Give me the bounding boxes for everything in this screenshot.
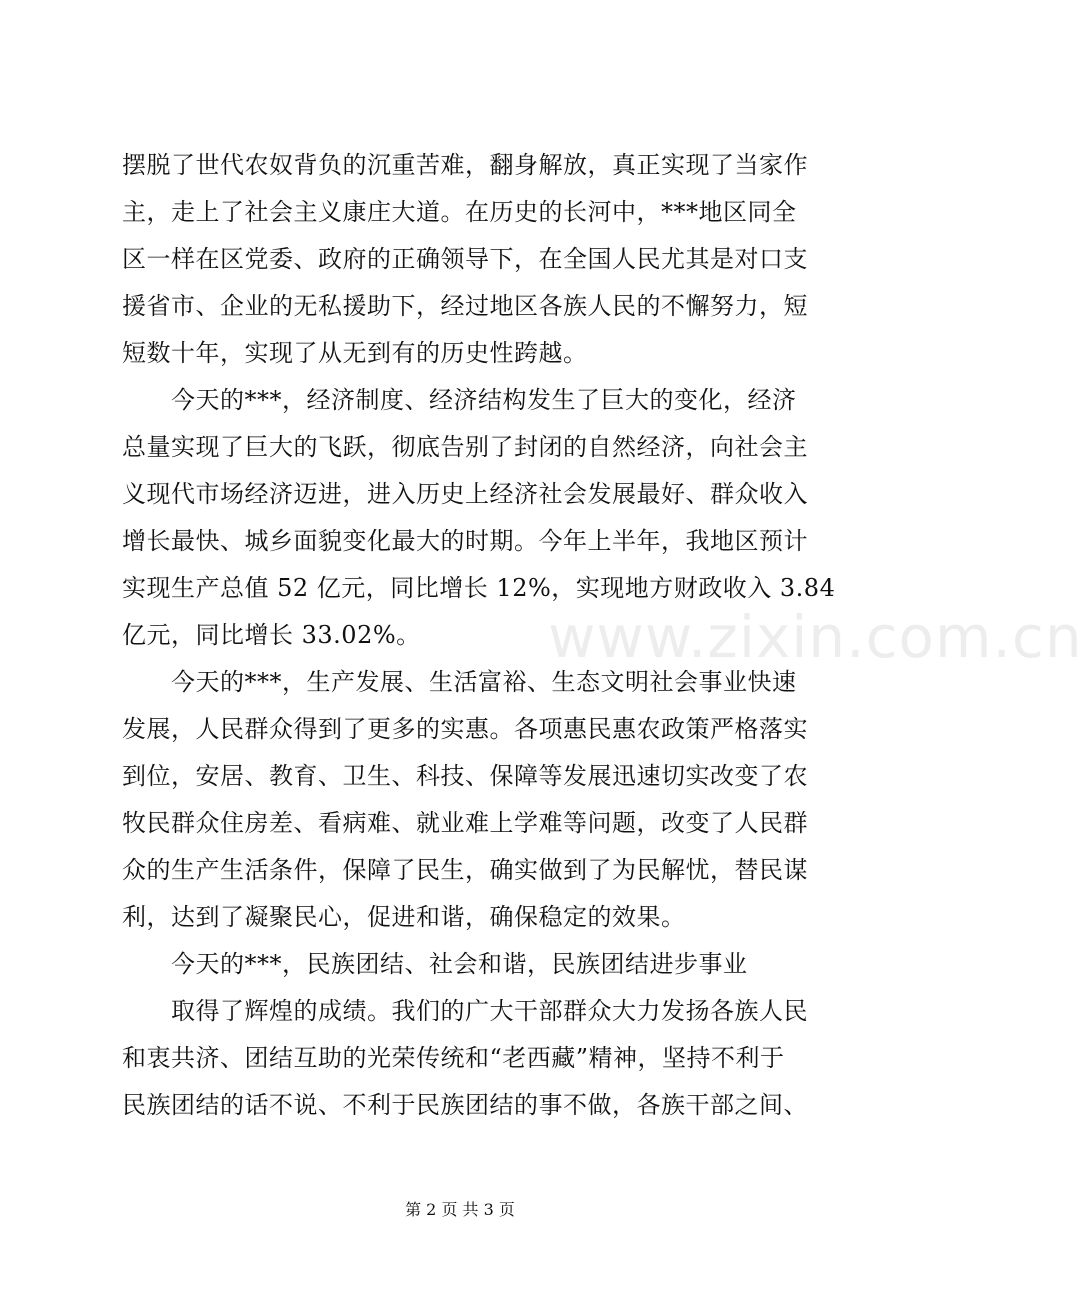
paragraph-line: 亿元，同比增长 33.02%。 — [122, 621, 421, 649]
page-footer: 第 2 页 共 3 页 — [405, 1200, 515, 1219]
paragraph-line: 主，走上了社会主义康庄大道。在历史的长河中，***地区同全 — [122, 198, 797, 226]
paragraph-line: 义现代市场经济迈进，进入历史上经济社会发展最好、群众收入 — [122, 480, 808, 508]
paragraph-line: 短数十年，实现了从无到有的历史性跨越。 — [122, 339, 588, 367]
paragraph-line: 众的生产生活条件，保障了民生，确实做到了为民解忧，替民谋 — [122, 856, 808, 884]
paragraph-line: 摆脱了世代农奴背负的沉重苦难，翻身解放，真正实现了当家作 — [122, 151, 808, 179]
paragraph-line: 今天的***，经济制度、经济结构发生了巨大的变化，经济 — [171, 386, 797, 414]
paragraph-line: 今天的***，生产发展、生活富裕、生态文明社会事业快速 — [171, 668, 797, 696]
watermark: www.zixin.com.cn — [548, 603, 1083, 671]
paragraph-line: 和衷共济、团结互助的光荣传统和“老西藏”精神，坚持不利于 — [122, 1044, 785, 1072]
paragraph-line: 增长最快、城乡面貌变化最大的时期。今年上半年，我地区预计 — [122, 527, 808, 555]
paragraph-line: 发展，人民群众得到了更多的实惠。各项惠民惠农政策严格落实 — [122, 715, 808, 743]
paragraph-line: 牧民群众住房差、看病难、就业难上学难等问题，改变了人民群 — [122, 809, 808, 837]
paragraph-line: 区一样在区党委、政府的正确领导下，在全国人民尤其是对口支 — [122, 245, 808, 273]
paragraph-line: 到位，安居、教育、卫生、科技、保障等发展迅速切实改变了农 — [122, 762, 808, 790]
paragraph-line: 取得了辉煌的成绩。我们的广大干部群众大力发扬各族人民 — [171, 997, 808, 1025]
paragraph-line: 实现生产总值 52 亿元，同比增长 12%，实现地方财政收入 3.84 — [122, 574, 836, 602]
paragraph-line: 民族团结的话不说、不利于民族团结的事不做，各族干部之间、 — [122, 1091, 808, 1119]
paragraph-line: 总量实现了巨大的飞跃，彻底告别了封闭的自然经济，向社会主 — [122, 433, 808, 461]
paragraph-line: 援省市、企业的无私援助下，经过地区各族人民的不懈努力，短 — [122, 292, 808, 320]
paragraph-line: 今天的***，民族团结、社会和谐，民族团结进步事业 — [171, 950, 748, 978]
paragraph-line: 利，达到了凝聚民心，促进和谐，确保稳定的效果。 — [122, 903, 686, 931]
